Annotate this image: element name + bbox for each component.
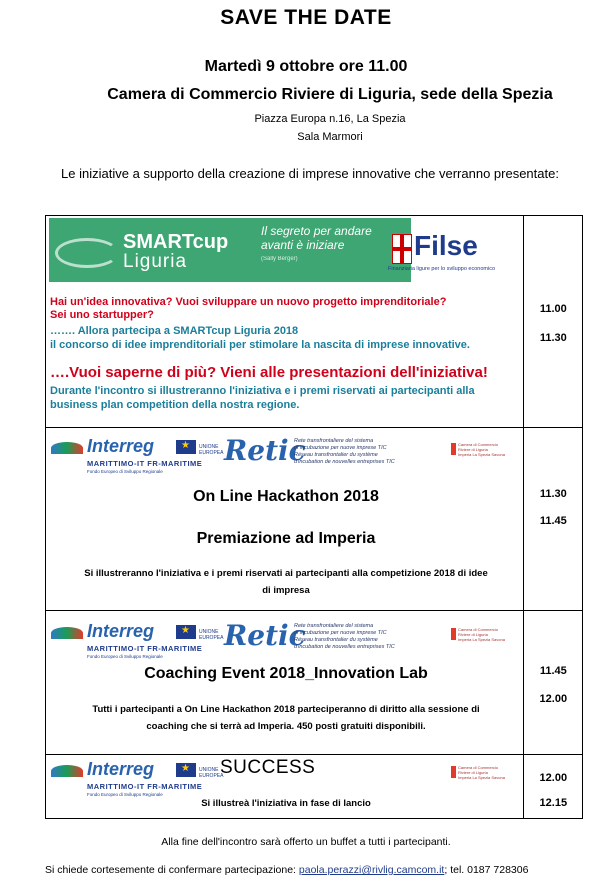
hackathon-heading: On Line Hackathon 2018 (193, 488, 379, 505)
award-heading: Premiazione ad Imperia (196, 530, 376, 547)
body-line: Durante l'incontro si illustreranno l'iniziativa e i premi riservati ai partecipanti alla (50, 385, 475, 397)
interreg-logo: Interreg ★ UNIONE EUROPEA MARITTIMO-IT FR-MARITIME Fondo Europeo di Sviluppo Regionale (51, 436, 231, 472)
time-end: 12.15 (539, 797, 568, 809)
interreg-swoosh-icon (51, 627, 83, 639)
section-success (46, 755, 524, 819)
question-line: Sei uno startupper? (50, 309, 154, 321)
section-hackathon (46, 428, 524, 611)
success-heading: SUCCESS (220, 757, 316, 778)
interreg-logo: Interreg ★ UNIONE EUROPEA MARITTIMO-IT FR-MARITIME Fondo Europeo di Sviluppo Regionale (51, 621, 231, 657)
section-coaching (46, 611, 524, 755)
time-start: 11.30 (539, 488, 567, 500)
hackathon-body: Si illustreranno l'iniziativa e i premi riservati ai partecipanti alla competizione 2018 di idee di impresa (84, 568, 488, 596)
smartcup-banner (49, 218, 411, 282)
section-smartcup (46, 216, 524, 428)
filse-logo: Filse Finanziaria ligure per lo sviluppo economico (388, 230, 496, 272)
intro-text: Le iniziative a supporto della creazione di imprese innovative che verranno presentate: (61, 166, 559, 181)
body-line: business plan competition della nostra regione. (50, 399, 300, 411)
rsvp-email-link[interactable]: paola.perazzi@rivlig.camcom.it (298, 864, 445, 876)
smartcup-swoosh-icon (55, 238, 119, 268)
chamber-logo: Camera di Commercio Riviere di Liguria Imperia La Spezia Savona (451, 763, 501, 779)
interreg-swoosh-icon (51, 765, 83, 777)
liguria-flag-icon (392, 234, 412, 264)
event-venue: Camera di Commercio Riviere di Liguria, sede della Spezia (107, 86, 553, 103)
chamber-logo: Camera di Commercio Riviere di Liguria Imperia La Spezia Savona (451, 440, 501, 456)
buffet-note: Alla fine dell'incontro sarà offerto un buffet a tutti i partecipanti. (161, 836, 451, 848)
eu-flag-icon (176, 625, 196, 639)
event-room: Sala Marmori (297, 131, 363, 143)
event-address: Piazza Europa n.16, La Spezia (254, 113, 406, 125)
times-cell (524, 216, 583, 428)
program-table (45, 215, 583, 819)
body-line: ……. Allora partecipa a SMARTcup Liguria 2018 (50, 325, 299, 337)
coaching-body: Tutti i partecipanti a On Line Hackathon 2018 parteciperanno di diritto alla sessione di coaching che si terrà ad Imperia. 450 posti gratuiti disponibili. (92, 704, 480, 732)
chamber-logo: Camera di Commercio Riviere di Liguria Imperia La Spezia Savona (451, 625, 501, 641)
interreg-swoosh-icon (51, 442, 83, 454)
success-body: Si illustreà l'iniziativa in fase di lancio (201, 798, 371, 809)
coaching-heading: Coaching Event 2018_Innovation Lab (144, 665, 428, 682)
question-line: Hai un'idea innovativa? Vuoi sviluppare un nuovo progetto imprenditoriale? (50, 296, 447, 308)
retic-logo: Retic Rete transfrontaliere del sistema di incubazione per nuove imprese TIC Réseau transfrontalier du système d'incubation de nouvelles entreprises TIC (224, 619, 395, 652)
event-date: Martedì 9 ottobre ore 11.00 (204, 58, 408, 75)
times-cell (524, 428, 583, 611)
eu-flag-icon (176, 440, 196, 454)
time-end: 12.00 (539, 693, 568, 705)
time-end: 11.45 (539, 515, 567, 527)
body-line: il concorso di idee imprenditoriali per stimolare la nascita di imprese innovative. (50, 339, 470, 351)
time-start: 12.00 (539, 772, 568, 784)
interreg-logo: Interreg ★ UNIONE EUROPEA MARITTIMO-IT FR-MARITIME Fondo Europeo di Sviluppo Regionale (51, 759, 231, 795)
smartcup-tagline: Il segreto per andare avanti è iniziare (Sally Berger) (261, 224, 372, 262)
smartcup-logo: SMARTcup Liguria (123, 231, 229, 272)
time-end: 11.30 (539, 332, 567, 344)
page-title: SAVE THE DATE (220, 6, 392, 29)
retic-logo: Retic Rete transfrontaliere del sistema di incubazione per nuove imprese TIC Réseau transfrontalier du système d'incubation de nouvelles entreprises TIC (224, 434, 395, 467)
times-cell (524, 755, 583, 819)
eu-flag-icon (176, 763, 196, 777)
time-start: 11.00 (539, 303, 567, 315)
call-to-action: ….Vuoi saperne di più? Vieni alle presentazioni dell'iniziativa! (50, 364, 488, 381)
rsvp-line: Si chiede cortesemente di confermare partecipazione: paola.perazzi@rivlig.camcom.it; tel. 0187 728306 (45, 864, 529, 876)
times-cell (524, 611, 583, 755)
time-start: 11.45 (539, 665, 567, 677)
